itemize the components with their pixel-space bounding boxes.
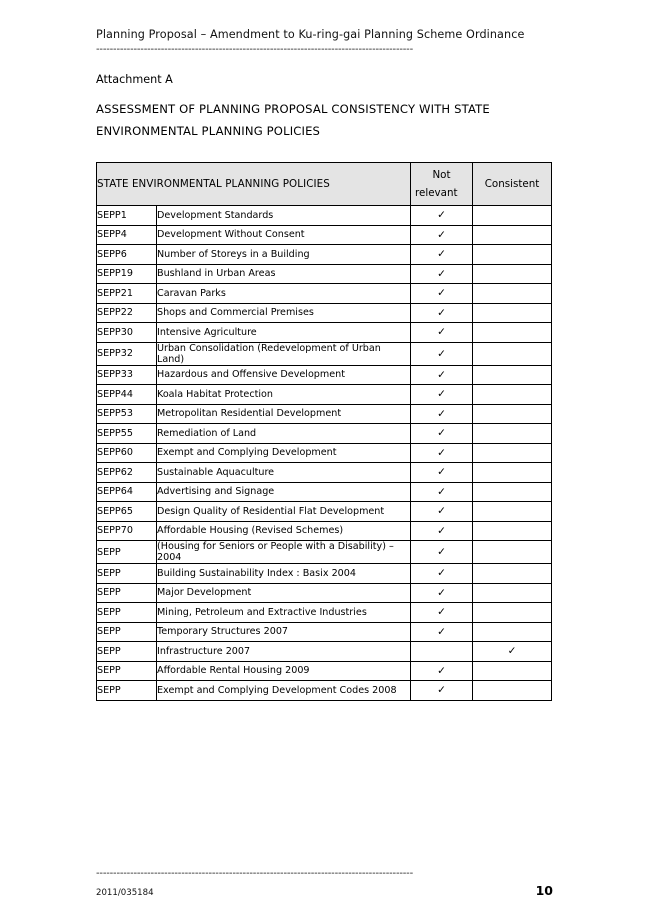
cell-consistent [473, 463, 552, 483]
footer-divider: --------------------------------------------------------------------------------------------- [96, 868, 413, 879]
attachment-label: Attachment A [96, 73, 173, 86]
cell-not-relevant: ✓ [411, 502, 473, 522]
cell-policy-code: SEPP62 [97, 463, 157, 483]
cell-policy-name: (Housing for Seniors or People with a Disability) – 2004 [157, 541, 411, 564]
cell-policy-name: Design Quality of Residential Flat Development [157, 502, 411, 522]
cell-policy-code: SEPP60 [97, 443, 157, 463]
column-header-consistent: Consistent [473, 163, 552, 206]
cell-policy-name: Affordable Rental Housing 2009 [157, 661, 411, 681]
cell-consistent [473, 424, 552, 444]
cell-not-relevant: ✓ [411, 225, 473, 245]
cell-policy-name: Development Standards [157, 206, 411, 226]
table-header [97, 163, 552, 206]
table-row [97, 681, 552, 701]
table-row [97, 642, 552, 662]
cell-policy-code: SEPP [97, 642, 157, 662]
cell-consistent [473, 541, 552, 564]
cell-policy-name: Intensive Agriculture [157, 323, 411, 343]
cell-consistent [473, 342, 552, 365]
cell-not-relevant: ✓ [411, 365, 473, 385]
table-row [97, 603, 552, 623]
cell-consistent [473, 323, 552, 343]
cell-consistent [473, 681, 552, 701]
cell-policy-code: SEPP4 [97, 225, 157, 245]
cell-policy-name: Major Development [157, 583, 411, 603]
cell-policy-code: SEPP22 [97, 303, 157, 323]
cell-policy-code: SEPP70 [97, 521, 157, 541]
cell-not-relevant: ✓ [411, 622, 473, 642]
table-row [97, 443, 552, 463]
cell-policy-code: SEPP21 [97, 284, 157, 304]
cell-consistent [473, 303, 552, 323]
cell-policy-code: SEPP65 [97, 502, 157, 522]
cell-policy-name: Mining, Petroleum and Extractive Industries [157, 603, 411, 623]
cell-consistent [473, 502, 552, 522]
cell-consistent [473, 245, 552, 265]
cell-not-relevant: ✓ [411, 564, 473, 584]
table-row [97, 583, 552, 603]
cell-consistent [473, 284, 552, 304]
table-row [97, 264, 552, 284]
cell-not-relevant: ✓ [411, 603, 473, 623]
footer-page-number: 10 [535, 883, 553, 898]
cell-not-relevant: ✓ [411, 245, 473, 265]
cell-not-relevant: ✓ [411, 342, 473, 365]
cell-policy-name: Metropolitan Residential Development [157, 404, 411, 424]
cell-policy-code: SEPP [97, 661, 157, 681]
cell-consistent [473, 661, 552, 681]
cell-not-relevant: ✓ [411, 583, 473, 603]
cell-not-relevant [411, 642, 473, 662]
cell-policy-name: Affordable Housing (Revised Schemes) [157, 521, 411, 541]
cell-policy-name: Hazardous and Offensive Development [157, 365, 411, 385]
table-row [97, 303, 552, 323]
cell-policy-code: SEPP32 [97, 342, 157, 365]
cell-policy-code: SEPP19 [97, 264, 157, 284]
cell-policy-code: SEPP6 [97, 245, 157, 265]
cell-policy-code: SEPP30 [97, 323, 157, 343]
cell-not-relevant: ✓ [411, 482, 473, 502]
cell-policy-code: SEPP [97, 622, 157, 642]
column-header-not-relevant-line1: Not [432, 169, 451, 181]
cell-consistent [473, 603, 552, 623]
cell-policy-name: Sustainable Aquaculture [157, 463, 411, 483]
cell-policy-name: Building Sustainability Index : Basix 2004 [157, 564, 411, 584]
table-row [97, 365, 552, 385]
cell-policy-code: SEPP55 [97, 424, 157, 444]
cell-policy-name: Caravan Parks [157, 284, 411, 304]
cell-policy-name: Number of Storeys in a Building [157, 245, 411, 265]
cell-consistent [473, 365, 552, 385]
cell-consistent [473, 385, 552, 405]
table-row [97, 541, 552, 564]
page-footer [96, 867, 553, 898]
table-row [97, 323, 552, 343]
table-row [97, 424, 552, 444]
table-row [97, 661, 552, 681]
cell-policy-code: SEPP53 [97, 404, 157, 424]
cell-policy-code: SEPP [97, 681, 157, 701]
cell-not-relevant: ✓ [411, 463, 473, 483]
cell-not-relevant: ✓ [411, 264, 473, 284]
cell-consistent [473, 564, 552, 584]
cell-policy-name: Exempt and Complying Development Codes 2008 [157, 681, 411, 701]
table-header-row [97, 163, 552, 206]
cell-not-relevant: ✓ [411, 284, 473, 304]
cell-policy-code: SEPP44 [97, 385, 157, 405]
header-divider: --------------------------------------------------------------------------------------------- [96, 44, 413, 55]
cell-policy-code: SEPP [97, 583, 157, 603]
cell-not-relevant: ✓ [411, 681, 473, 701]
cell-not-relevant: ✓ [411, 404, 473, 424]
cell-policy-name: Advertising and Signage [157, 482, 411, 502]
cell-consistent [473, 622, 552, 642]
cell-consistent [473, 225, 552, 245]
column-header-policies: STATE ENVIRONMENTAL PLANNING POLICIES [97, 163, 411, 206]
cell-not-relevant: ✓ [411, 385, 473, 405]
cell-consistent [473, 206, 552, 226]
cell-not-relevant: ✓ [411, 424, 473, 444]
column-header-not-relevant [411, 163, 473, 206]
cell-policy-code: SEPP1 [97, 206, 157, 226]
cell-not-relevant: ✓ [411, 521, 473, 541]
table-row [97, 245, 552, 265]
cell-policy-name: Infrastructure 2007 [157, 642, 411, 662]
cell-policy-code: SEPP64 [97, 482, 157, 502]
table-row [97, 521, 552, 541]
cell-policy-name: Exempt and Complying Development [157, 443, 411, 463]
page-header-title: Planning Proposal – Amendment to Ku-ring-gai Planning Scheme Ordinance [96, 28, 525, 41]
table-row [97, 342, 552, 365]
cell-not-relevant: ✓ [411, 303, 473, 323]
cell-policy-name: Koala Habitat Protection [157, 385, 411, 405]
cell-policy-name: Shops and Commercial Premises [157, 303, 411, 323]
table-row [97, 622, 552, 642]
cell-not-relevant: ✓ [411, 206, 473, 226]
cell-consistent [473, 482, 552, 502]
table-row [97, 463, 552, 483]
table-row [97, 404, 552, 424]
table-row [97, 206, 552, 226]
cell-policy-code: SEPP [97, 603, 157, 623]
footer-reference: 2011/035184 [96, 888, 154, 898]
cell-policy-name: Bushland in Urban Areas [157, 264, 411, 284]
cell-policy-code: SEPP [97, 541, 157, 564]
cell-not-relevant: ✓ [411, 541, 473, 564]
cell-not-relevant: ✓ [411, 661, 473, 681]
table-row [97, 385, 552, 405]
cell-consistent: ✓ [473, 642, 552, 662]
table-row [97, 284, 552, 304]
cell-consistent [473, 521, 552, 541]
cell-consistent [473, 583, 552, 603]
cell-policy-name: Development Without Consent [157, 225, 411, 245]
table-body [97, 206, 552, 701]
table-row [97, 482, 552, 502]
sepp-assessment-table [96, 162, 552, 701]
table-row [97, 225, 552, 245]
table-row [97, 502, 552, 522]
cell-consistent [473, 264, 552, 284]
column-header-not-relevant-line2: relevant [415, 187, 458, 199]
cell-not-relevant: ✓ [411, 443, 473, 463]
cell-policy-name: Temporary Structures 2007 [157, 622, 411, 642]
cell-policy-name: Remediation of Land [157, 424, 411, 444]
page-title: ASSESSMENT OF PLANNING PROPOSAL CONSISTENCY WITH STATE ENVIRONMENTAL PLANNING POLICIES [96, 102, 490, 138]
table-row [97, 564, 552, 584]
cell-policy-code: SEPP33 [97, 365, 157, 385]
cell-consistent [473, 443, 552, 463]
cell-policy-name: Urban Consolidation (Redevelopment of Urban Land) [157, 342, 411, 365]
cell-consistent [473, 404, 552, 424]
cell-policy-code: SEPP [97, 564, 157, 584]
cell-not-relevant: ✓ [411, 323, 473, 343]
